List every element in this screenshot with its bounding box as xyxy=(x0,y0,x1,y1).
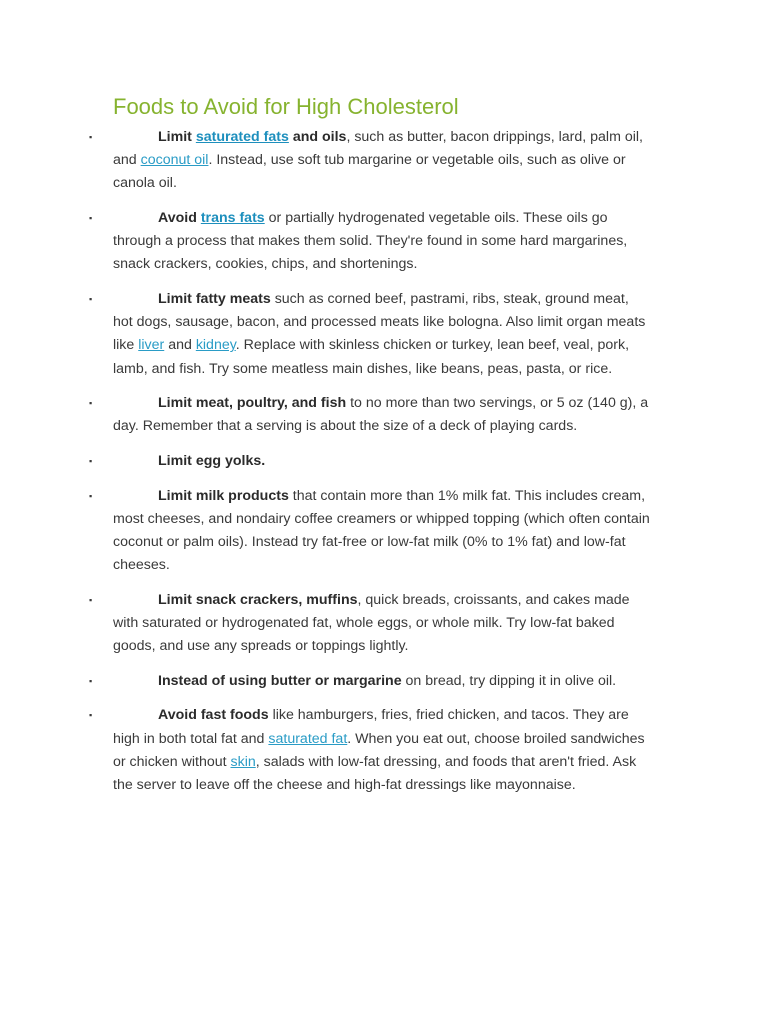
bullet-icon: ▪ xyxy=(89,456,93,466)
text-link[interactable]: skin xyxy=(230,753,256,770)
text-link[interactable]: saturated fat xyxy=(268,730,348,747)
item-text: . When you eat out, choose broiled sandwiches or chicken without xyxy=(113,730,645,770)
list-item xyxy=(0,450,651,473)
list-item xyxy=(0,126,651,196)
bullet-icon: ▪ xyxy=(89,132,93,142)
item-text: like hamburgers, fries, fried chicken, and tacos. They are high in both total fat and xyxy=(113,707,629,747)
food-list xyxy=(0,126,768,809)
item-text: or partially hydrogenated vegetable oils. These oils go through a process that makes them solid. They're found in some hard margarines, snack crackers, cookies, chips, and shortenings. xyxy=(113,210,628,273)
text-link[interactable]: trans fats xyxy=(200,210,265,226)
list-item xyxy=(0,589,651,659)
item-text: and xyxy=(164,337,196,354)
item-text: , quick breads, croissants, and cakes made with saturated or hydrogenated fat, whole eggs, or whole milk. Try low-fat baked goods, and use any spreads or toppings lightly. xyxy=(113,591,630,655)
text-link[interactable]: saturated fats xyxy=(195,129,289,145)
item-text: . Replace with skinless chicken or turkey, lean beef, veal, pork, lamb, and fish. Try some meatless main dishes, like beans, peas, pasta, or rice. xyxy=(113,337,630,377)
list-item xyxy=(0,207,651,277)
item-lead-text: Limit meat, poultry, and fish xyxy=(158,395,347,412)
item-text: such as corned beef, pastrami, ribs, steak, ground meat, hot dogs, sausage, bacon, and processed meats like bologna. Also limit organ meats like xyxy=(113,291,646,354)
item-lead-text: Limit fatty meats xyxy=(158,291,271,307)
item-lead-text: Avoid fast foods xyxy=(158,707,269,724)
item-text: to no more than two servings, or 5 oz (140 g), a day. Remember that a serving is about the size of a deck of playing cards. xyxy=(113,395,649,435)
page-title: Foods to Avoid for High Cholesterol xyxy=(113,94,459,119)
item-lead-text: Limit egg yolks. xyxy=(158,453,266,469)
item-text: , such as butter, bacon drippings, lard, palm oil, and xyxy=(113,129,643,169)
bullet-icon: ▪ xyxy=(89,710,93,721)
list-item xyxy=(0,392,651,438)
list-item xyxy=(0,670,651,693)
bullet-icon: ▪ xyxy=(89,490,93,501)
item-lead-text: Limit snack crackers, muffins xyxy=(158,591,358,608)
bullet-icon: ▪ xyxy=(89,398,93,409)
list-item xyxy=(0,704,651,797)
item-lead-text: Avoid xyxy=(158,210,201,226)
bullet-icon: ▪ xyxy=(89,294,93,304)
text-link[interactable]: kidney xyxy=(195,337,236,354)
item-text: that contain more than 1% milk fat. This includes cream, most cheeses, and nondairy coffee creamers or whipped topping (which often contain coconut or palm oils). Instead try fat-free or low-fat milk (0% to 1% fat) and low-fat cheeses. xyxy=(113,487,650,574)
list-item xyxy=(0,288,651,381)
item-text: . Instead, use soft tub margarine or vegetable oils, such as olive or canola oil. xyxy=(113,152,626,192)
item-text: , salads with low-fat dressing, and foods that aren't fried. Ask the server to leave off the cheese and high-fat dressings like mayonnaise. xyxy=(113,753,637,793)
bullet-icon: ▪ xyxy=(89,675,93,686)
bullet-icon: ▪ xyxy=(89,213,93,223)
text-link[interactable]: coconut oil xyxy=(140,152,209,169)
item-lead-text: and oils xyxy=(288,129,347,145)
item-text: on bread, try dipping it in olive oil. xyxy=(401,672,617,689)
item-lead-text: Instead of using butter or margarine xyxy=(158,672,402,689)
item-lead-text: Limit milk products xyxy=(158,487,289,504)
text-link[interactable]: liver xyxy=(138,337,165,354)
item-lead-text: Limit xyxy=(158,129,196,145)
bullet-icon: ▪ xyxy=(89,594,93,605)
list-item xyxy=(0,485,651,578)
